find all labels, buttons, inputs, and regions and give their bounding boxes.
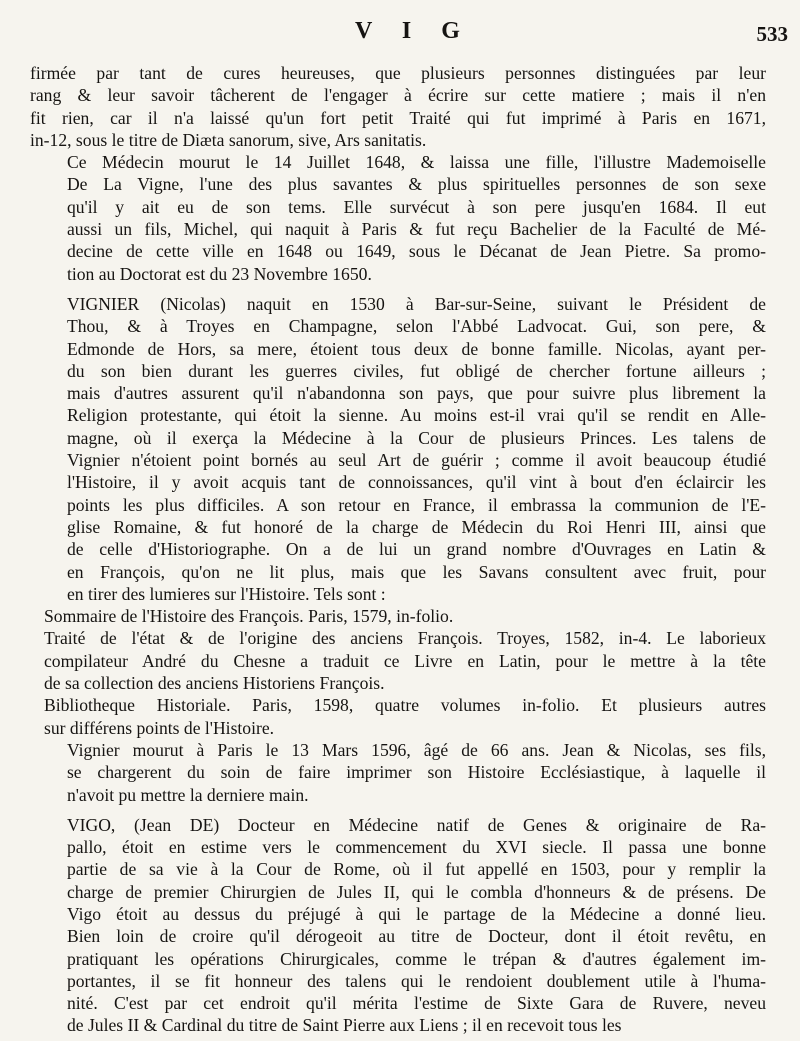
text-line: Vigo étoit au dessus du préjugé à qui le partage de la Médecine a donné lieu. — [66, 903, 766, 924]
paragraph-daughter-son — [30, 151, 766, 285]
text-line: Bibliotheque Historiale. Paris, 1598, quatre volumes in-folio. Et plusieurs autres — [44, 695, 766, 716]
paragraph-continuation — [30, 62, 766, 151]
text-line: mais d'autres assurent qu'il n'abandonna son pays, que pour suivre plus librement la — [66, 383, 766, 404]
text-line: VIGNIER (Nicolas) naquit en 1530 à Bar-sur-Seine, suivant le Président de — [66, 293, 766, 314]
page-number: 533 — [756, 22, 788, 46]
text-line: l'Histoire, il y avoit acquis tant de connoissances, qu'il vint à bout d'en éclaircir les — [66, 472, 766, 493]
text-line: Bien loin de croire qu'il dérogeoit au titre de Docteur, dont il étoit revêtu, en — [66, 926, 766, 947]
text-line: VIGO, (Jean DE) Docteur en Médecine natif de Genes & originaire de Ra- — [66, 814, 766, 835]
paragraph-vignier-death — [30, 739, 766, 806]
work-traite — [30, 627, 766, 694]
text-line: sur différens points de l'Histoire. — [44, 717, 275, 738]
text-line: Vignier n'étoient point bornés au seul Art de guérir ; comme il avoit beaucoup étudié — [66, 450, 766, 471]
text-line: De La Vigne, l'une des plus savantes & plus spirituelles personnes de son sexe — [66, 174, 766, 195]
text-line: magne, où il exerça la Médecine à la Cour de plusieurs Princes. Les talens de — [66, 427, 766, 448]
text-line: rang & leur savoir tâcherent de l'engager à écrire sur cette matiere ; mais il n'en — [30, 85, 766, 106]
text-line: Thou, & à Troyes en Champagne, selon l'Abbé Ladvocat. Gui, son pere, & — [66, 316, 766, 337]
text-line: glise Romaine, & fut honoré de la charge de Médecin du Roi Henri III, ainsi que — [66, 516, 766, 537]
text-line: en tirer des lumieres sur l'Histoire. Tels sont : — [66, 583, 386, 604]
text-line: Religion protestante, qui étoit la sienne. Au moins est-il vrai qu'il se rendit en Alle- — [66, 405, 766, 426]
text-line: portantes, il se fit honneur des talens qui le rendoient doublement utile à l'huma- — [66, 970, 766, 991]
running-header — [0, 18, 800, 52]
text-line: tion au Doctorat est du 23 Novembre 1650. — [66, 263, 372, 284]
text-line: points les plus difficiles. A son retour en France, il embrassa la communion de l'E- — [66, 494, 766, 515]
text-line: de celle d'Historiographe. On a de lui un grand nombre d'Ouvrages en Latin & — [66, 539, 766, 560]
text-line: decine de cette ville en 1648 ou 1649, sous le Décanat de Jean Pietre. Sa promo- — [66, 241, 766, 262]
text-line: nité. C'est par cet endroit qu'il mérita l'estime de Sixte Gara de Ruvere, neveu — [66, 993, 766, 1014]
text-line: Traité de l'état & de l'origine des anciens François. Troyes, 1582, in-4. Le laborieux — [44, 628, 766, 649]
text-line: se chargerent du soin de faire imprimer son Histoire Ecclésiastique, à laquelle il — [66, 762, 766, 783]
text-line: du son bien durant les guerres civiles, fut obligé de chercher fortune ailleurs ; — [66, 360, 766, 381]
text-line: in-12, sous le titre de Diæta sanorum, sive, Ars sanitatis. — [30, 129, 427, 150]
text-line: aussi un fils, Michel, qui naquit à Paris & fut reçu Bachelier de la Faculté de Mé- — [66, 219, 766, 240]
text-line: pratiquant les opérations Chirurgicales, comme le trépan & d'autres également im- — [66, 948, 766, 969]
text-line: Vignier mourut à Paris le 13 Mars 1596, âgé de 66 ans. Jean & Nicolas, ses fils, — [66, 739, 766, 760]
work-sommaire — [30, 605, 766, 627]
text-line: n'avoit pu mettre la derniere main. — [66, 784, 309, 805]
work-bibliotheque — [30, 694, 766, 739]
text-line: firmée par tant de cures heureuses, que plusieurs personnes distinguées par leur — [30, 63, 766, 83]
text-line: Edmonde de Hors, sa mere, étoient tous deux de bonne famille. Nicolas, ayant per- — [66, 338, 766, 359]
text-line: compilateur André du Chesne a traduit ce Livre en Latin, pour le mettre à la tête — [44, 650, 766, 671]
body-text — [30, 62, 766, 1037]
text-line: de Jules II & Cardinal du titre de Saint Pierre aux Liens ; il en recevoit tous les — [66, 1015, 622, 1036]
text-line: Sommaire de l'Histoire des François. Paris, 1579, in-folio. — [44, 606, 454, 627]
running-title: V I G — [355, 18, 472, 44]
text-line: partie de sa vie à la Cour de Rome, où il fut appellé en 1503, pour y remplir la — [66, 859, 766, 880]
text-line: en François, qu'on ne lit plus, mais que les Savans consultent avec fruit, pour — [66, 561, 766, 582]
entry-vigo — [30, 814, 766, 1037]
text-line: pallo, étoit en estime vers le commencement du XVI siecle. Il passa une bonne — [66, 837, 766, 858]
text-line: de sa collection des anciens Historiens François. — [44, 673, 385, 694]
text-line: fit rien, car il n'a laissé qu'un fort petit Traité qui fut imprimé à Paris en 1671, — [30, 107, 766, 128]
text-line: Ce Médecin mourut le 14 Juillet 1648, & laissa une fille, l'illustre Mademoiselle — [66, 152, 766, 173]
entry-vignier — [30, 293, 766, 605]
text-line: qu'il y ait eu de son tems. Elle survécut à son pere jusqu'en 1684. Il eut — [66, 196, 766, 217]
text-line: charge de premier Chirurgien de Jules II, qui le combla d'honneurs & de présens. De — [66, 881, 766, 902]
